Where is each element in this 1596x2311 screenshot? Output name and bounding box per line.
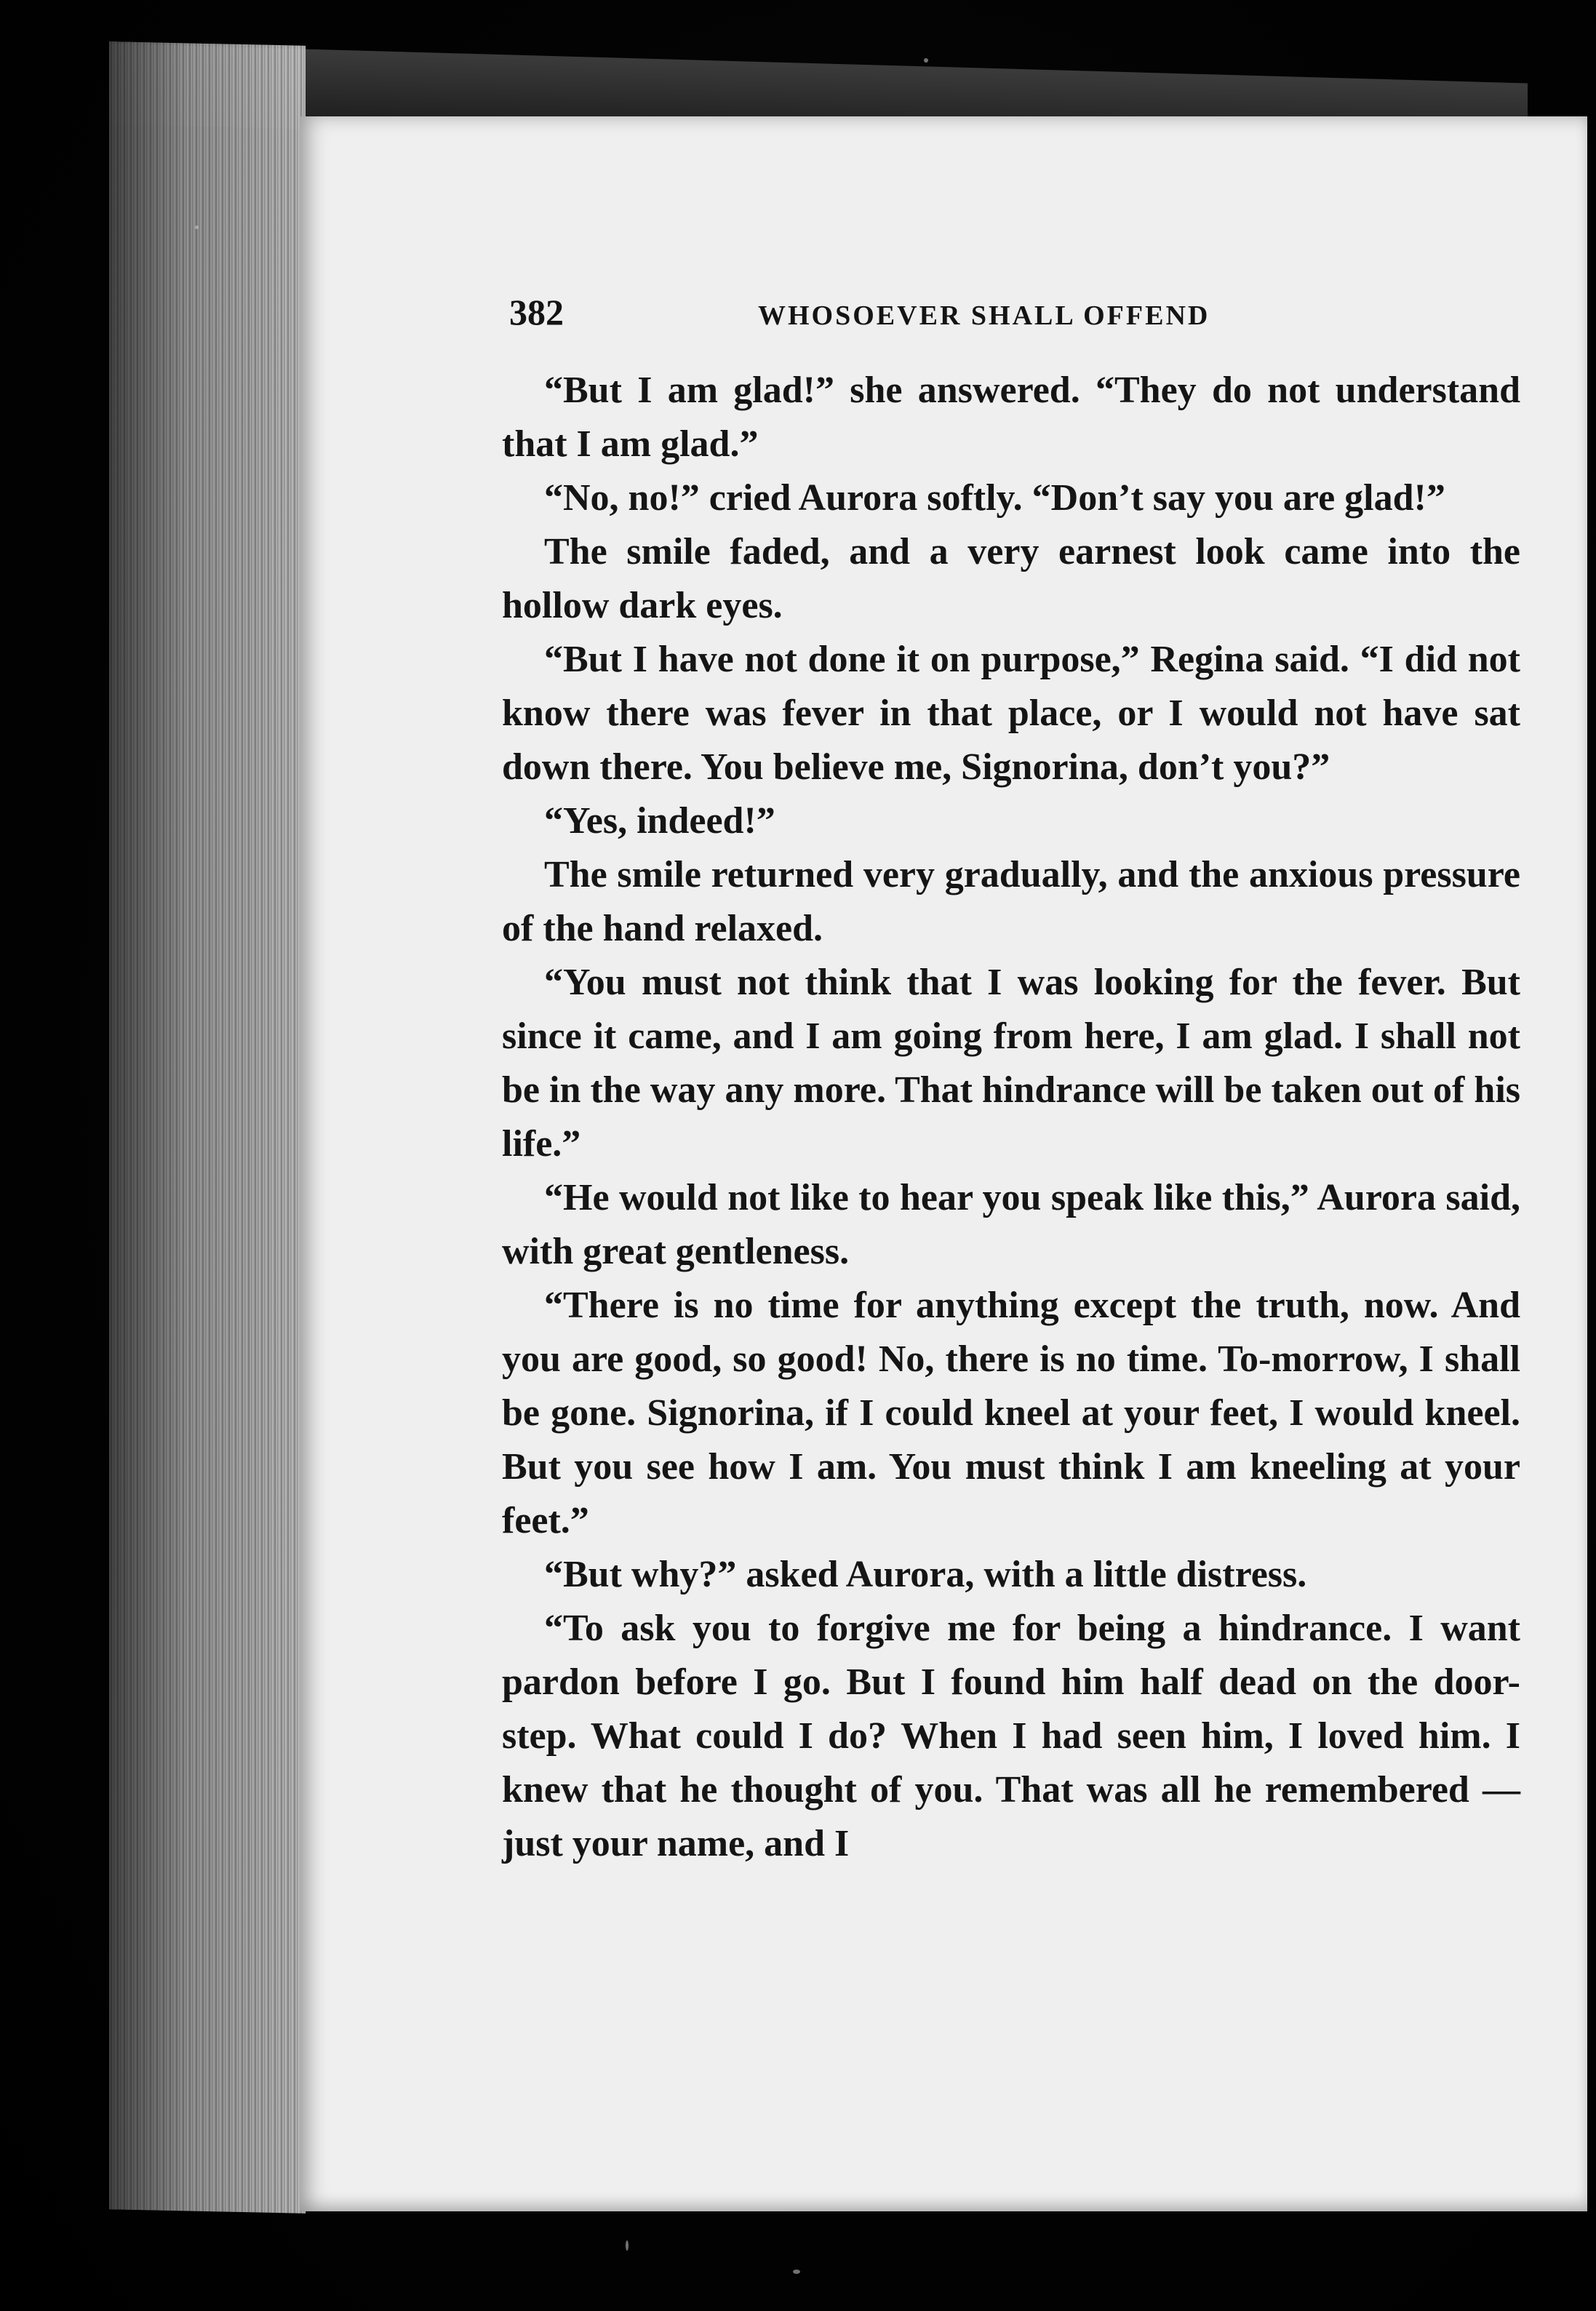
paragraph: “No, no!” cried Aurora softly. “Don’t say you are glad!” (544, 477, 1445, 519)
paragraph: The smile returned very gradually, and the anxious pressure of the hand relaxed. (502, 854, 1520, 949)
running-head: WHOSOEVER SHALL OFFEND (758, 300, 1210, 331)
paragraph: “But why?” asked Aurora, with a little distress. (544, 1554, 1307, 1595)
page-number: 382 (509, 292, 564, 332)
paragraph: “You must not think that I was looking for the fever. But since it came, and I am going from here, I am glad. I shall not be in the way any more. That hindrance will be taken out of his life.” (502, 962, 1520, 1165)
body-text (502, 364, 1520, 1871)
paragraph: “There is no time for anything except the truth, now. And you are good, so good! No, there is no time. To-morrow, I shall be gone. Signorina, if I could kneel at your feet, I would kneel. But you see how I am. You must think I am kneeling at your feet.” (502, 1285, 1520, 1541)
scan-speck (626, 2240, 629, 2251)
book-page (300, 116, 1587, 2211)
paragraph: “But I have not done it on purpose,” Regina said. “I did not know there was fever in that place, or I would not have sat down there. You believe me, Signorina, don’t you?” (502, 639, 1520, 788)
scan-speck (924, 58, 928, 63)
scan-speck (195, 225, 199, 229)
paragraph: “To ask you to forgive me for being a hindrance. I want pardon before I go. But I found him half dead on the door-step. What could I do? When I had seen him, I loved him. I knew that he thought of you. That was all he remembered — just your name, and I (502, 1608, 1520, 1864)
scan-speck (793, 2270, 800, 2274)
book-edge-shadow (109, 41, 306, 2214)
paragraph: “He would not like to hear you speak like this,” Aurora said, with great gentleness. (502, 1177, 1520, 1272)
paragraph: The smile faded, and a very earnest look came into the hollow dark eyes. (502, 531, 1520, 626)
paragraph: “But I am glad!” she answered. “They do not understand that I am glad.” (502, 370, 1520, 465)
paragraph: “Yes, indeed!” (544, 800, 775, 842)
page-header (509, 291, 1513, 349)
